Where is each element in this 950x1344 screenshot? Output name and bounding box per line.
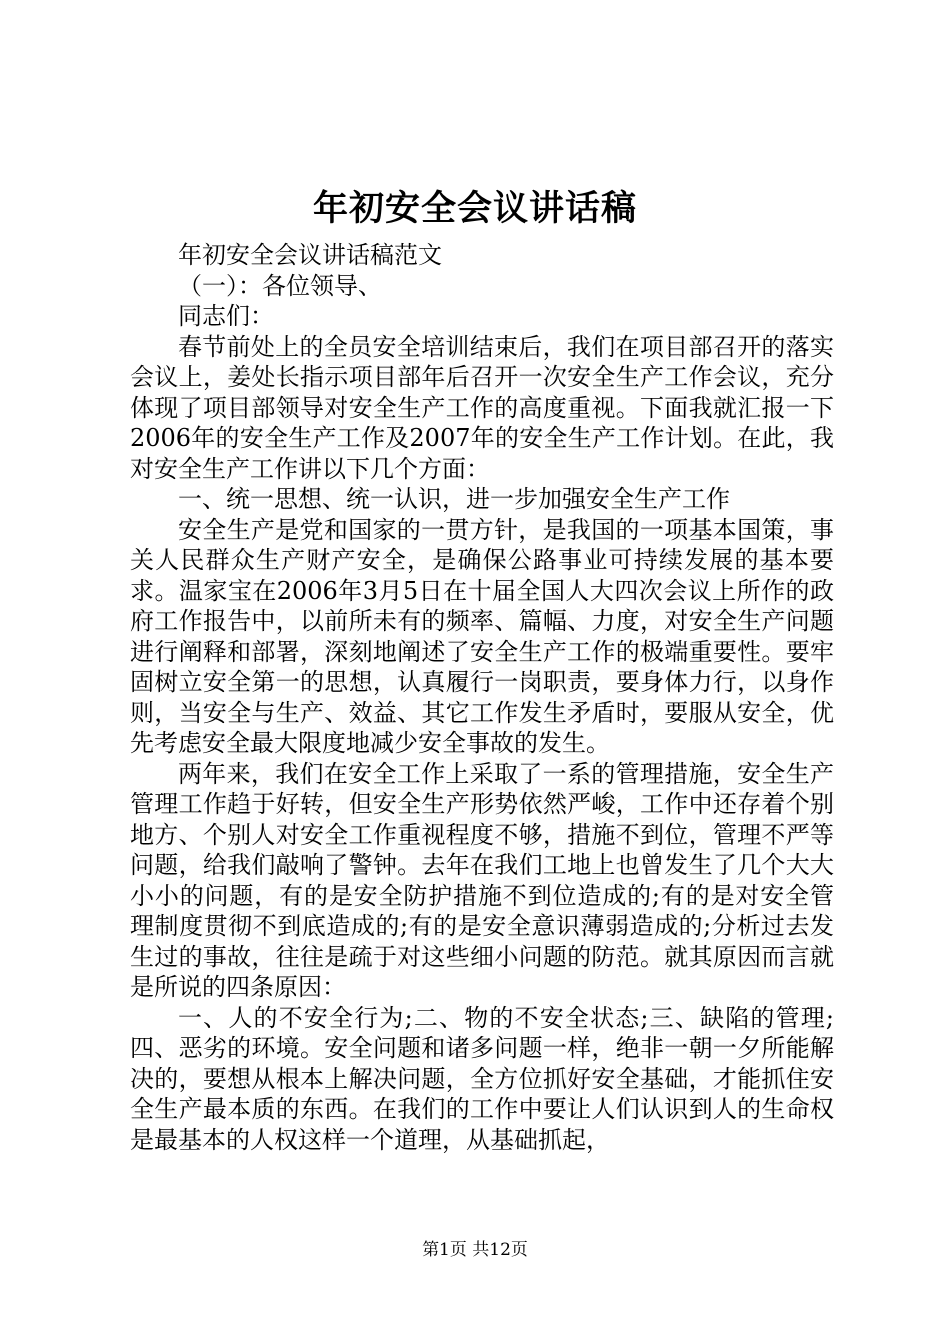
paragraph-body-3: 一、人的不安全行为;二、物的不安全状态;三、缺陷的管理;四、恶劣的环境。安全问题和诸多问题一样，绝非一朝一夕所能解决的，要想从根本上解决问题，全方位抓好安全基础，才能抓住安全生产最本质的东西。在我们的工作中要让人们认识到人的生命权是最基本的人权这样一个道理，从基础抓起， (130, 1003, 834, 1154)
document-title: 年初安全会议讲话稿 (312, 188, 637, 229)
section-heading-1: 一、统一思想、统一认识，进一步加强安全生产工作 (178, 485, 730, 513)
paragraph-body-1: 安全生产是党和国家的一贯方针，是我国的一项基本国策，事关人民群众生产财产安全，是确保公路事业可持续发展的基本要求。温家宝在2006年3月5日在十届全国人大四次会议上所作的政府工作报告中，以前所未有的频率、篇幅、力度，对安全生产问题进行阐释和部署，深刻地阐述了安全生产工作的极端重要性。要牢固树立安全第一的思想，认真履行一岗职责，要身体力行，以身作则，当安全与生产、效益、其它工作发生矛盾时，要服从安全，优先考虑安全最大限度地减少安全事故的发生。 (130, 515, 834, 757)
document-body (130, 240, 834, 1155)
paragraph-body-2: 两年来，我们在安全工作上采取了一系的管理措施，安全生产管理工作趋于好转，但安全生产形势依然严峻，工作中还存着个别地方、个别人对安全工作重视程度不够，措施不到位，管理不严等问题，给我们敲响了警钟。去年在我们工地上也曾发生了几个大大小小的问题，有的是安全防护措施不到位造成的;有的是对安全管理制度贯彻不到底造成的;有的是安全意识薄弱造成的;分析过去发生过的事故，往往是疏于对这些细小问题的防范。就其原因而言就是所说的四条原因： (130, 759, 834, 1001)
page-number-footer: 第1页 共12页 (422, 1240, 528, 1260)
paragraph-salutation-2: 同志们： (178, 302, 274, 330)
paragraph-salutation-1: （一）：各位领导、 (178, 271, 382, 300)
paragraph-intro: 春节前处上的全员安全培训结束后，我们在项目部召开的落实会议上，姜处长指示项目部年后召开一次安全生产工作会议，充分体现了项目部领导对安全生产工作的高度重视。下面我就汇报一下2006年的安全生产工作及2007年的安全生产工作计划。在此，我对安全生产工作讲以下几个方面： (130, 332, 834, 483)
paragraph-subtitle: 年初安全会议讲话稿范文 (178, 241, 442, 269)
